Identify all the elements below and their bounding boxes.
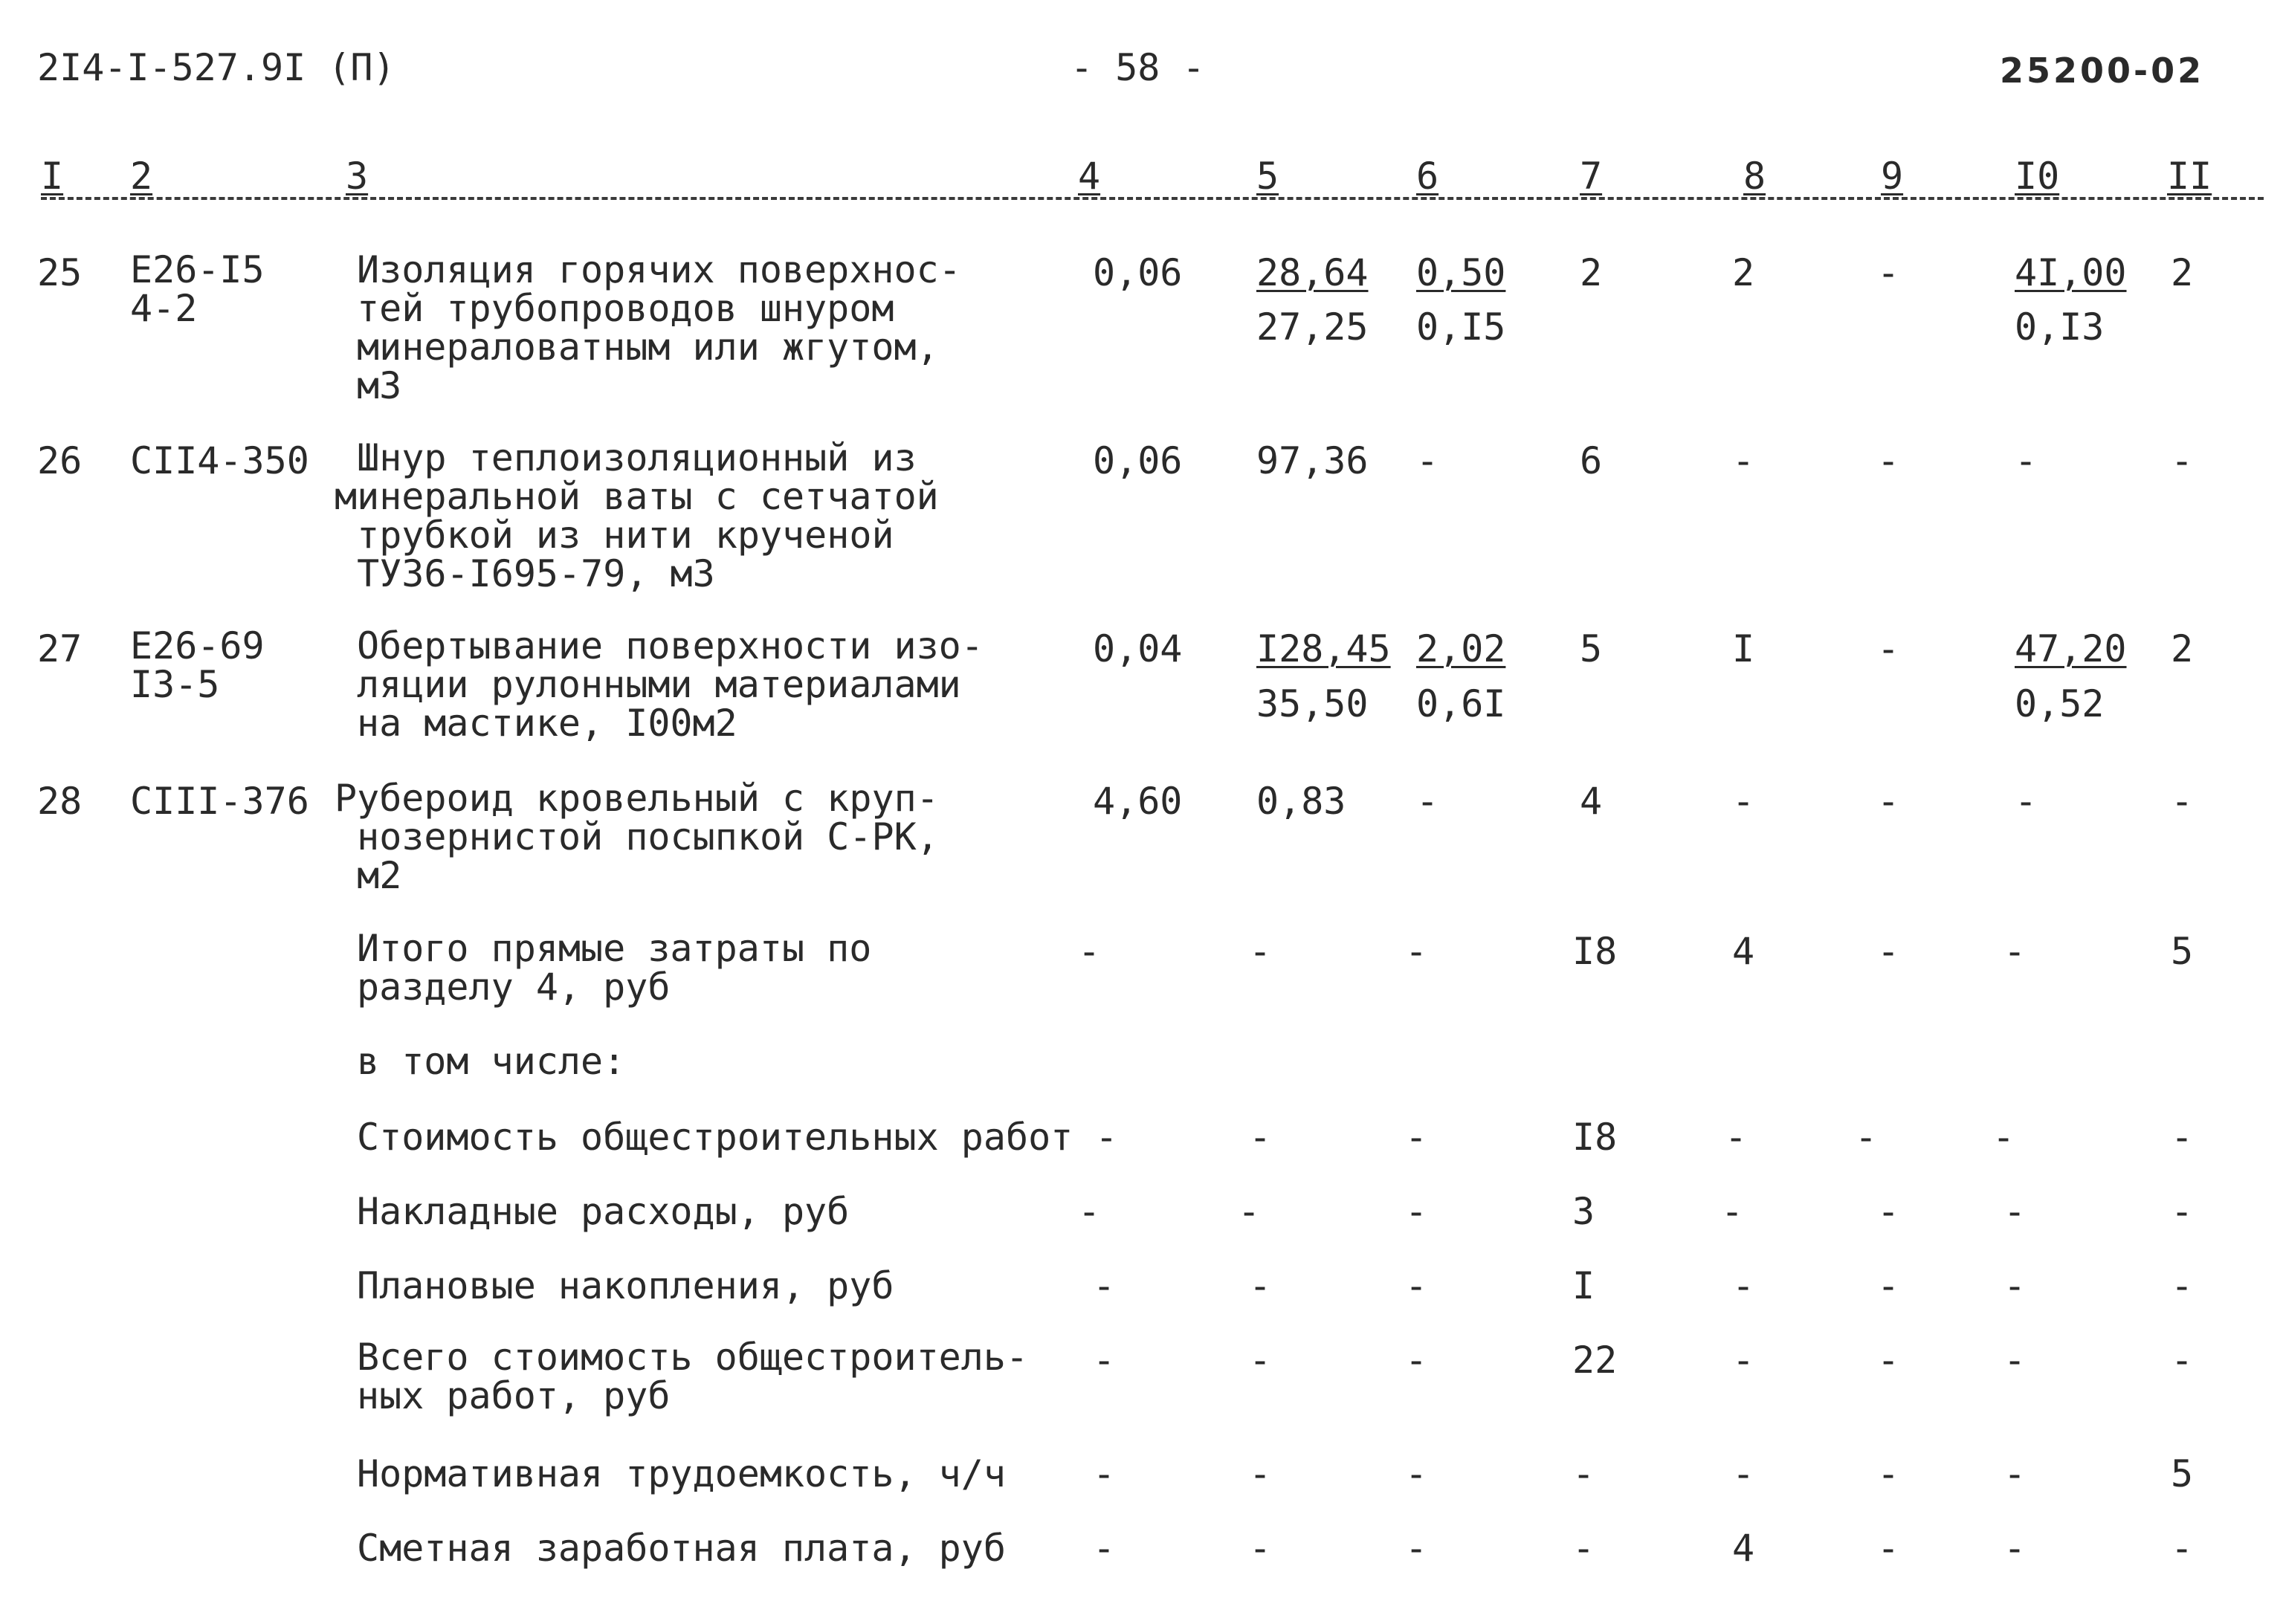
cell-c10: - [2015,439,2038,482]
cell-c7: 22 [1572,1339,1618,1382]
cell-c6-bottom: 0,6I [1416,682,1506,725]
including-label: в том числе: [357,1040,626,1083]
total-label: Нормативная трудоемкость, ч/ч [357,1452,1006,1495]
cell-c4: 0,04 [1093,627,1183,670]
row-number: 25 [37,251,83,294]
cell-c6: - [1405,1452,1428,1495]
total-label: Стоимость общестроительных работ - [357,1116,1118,1159]
cell-c8: 4 [1732,1527,1755,1570]
col-header-11: II [2167,155,2212,198]
cell-c11: 5 [2171,930,2194,973]
cell-c4: - [1093,1527,1116,1570]
cell-c7: 5 [1580,627,1603,670]
cell-c9: - [1877,1264,1900,1307]
col-header-3: 3 [346,155,369,198]
cell-c6-bottom: 0,I5 [1416,305,1506,349]
cell-c4: - [1078,930,1101,973]
cell-c7: 6 [1580,439,1603,482]
cell-c11: - [2171,1527,2194,1570]
cell-c6: - [1405,930,1428,973]
cell-c9: - [1877,930,1900,973]
row-number: 26 [37,439,83,482]
col-header-2: 2 [130,155,153,198]
cell-c10: - [2003,1190,2027,1233]
cell-c10-bottom: 0,52 [2015,682,2105,725]
col-header-9: 9 [1881,155,1904,198]
cell-c6: - [1405,1264,1428,1307]
cell-c6: - [1405,1527,1428,1570]
row-code: Е26-I5 4-2 [130,248,265,330]
cell-c4: - [1093,1339,1116,1382]
cell-c7: - [1572,1527,1595,1570]
cell-c5-bottom: 27,25 [1256,305,1369,349]
row-description: Шнур теплоизоляционный из минеральной ваты с сетчатой трубкой из нити крученой ТУ36-I695-79, м3 [335,436,939,595]
cell-c4: - [1093,1452,1116,1495]
header-dashed-rule [41,197,2264,200]
cell-c11: - [2171,1264,2194,1307]
cell-c7: - [1572,1452,1595,1495]
col-header-8: 8 [1743,155,1766,198]
cell-c7: I8 [1572,1116,1618,1159]
cell-c7: I8 [1572,930,1618,973]
total-label: Плановые накопления, руб [357,1264,894,1307]
cell-c9: - [1877,439,1900,482]
cell-c5-top: 28,64 [1256,251,1369,294]
col-header-7: 7 [1580,155,1603,198]
col-header-1: I [41,155,64,198]
cell-c8: - [1732,1264,1755,1307]
cell-c6: - [1416,439,1439,482]
cell-c6: - [1405,1190,1428,1233]
cell-c6: - [1405,1116,1428,1159]
total-label: Сметная заработная плата, руб [357,1527,1006,1570]
cell-c10: - [2003,1452,2027,1495]
cell-c11: - [2171,1339,2194,1382]
cell-c5: - [1238,1190,1261,1233]
cell-c9: - [1877,1190,1900,1233]
total-label: Накладные расходы, руб [357,1190,850,1233]
doc-code: 25200-02 [2000,51,2205,91]
cell-c11: - [2171,1190,2194,1233]
cell-c9: - [1877,627,1900,670]
row-description: Обертывание поверхности изо- ляции рулонными материалами на мастике, I00м2 [357,624,984,745]
cell-c7: 3 [1572,1190,1595,1233]
cell-c6-top: 0,50 [1416,251,1506,294]
cell-c11: 2 [2171,251,2194,294]
row-number: 28 [37,780,83,823]
cell-c11: 5 [2171,1452,2194,1495]
cell-c8: - [1732,780,1755,823]
cell-c10: - [2003,930,2027,973]
row-description: Изоляция горячих поверхнос- тей трубопроводов шнуром минераловатным или жгутом, м3 [357,248,961,407]
cell-c4: 4,60 [1093,780,1183,823]
row-code: СIII-376 [130,780,309,823]
total-label: Итого прямые затраты по разделу 4, руб [357,927,872,1009]
cell-c8: - [1732,1452,1755,1495]
cell-c5: - [1249,1264,1272,1307]
cell-c10: - [2003,1339,2027,1382]
cell-c6-top: 2,02 [1416,627,1506,670]
cell-c4: 0,06 [1093,439,1183,482]
cell-c9: - [1877,1452,1900,1495]
row-code: Е26-69 I3-5 [130,624,265,706]
cell-c5: - [1249,1116,1272,1159]
doc-id: 2I4-I-527.9I (П) [37,46,395,89]
page-number: - 58 - [1071,46,1205,89]
cell-c7: I [1572,1264,1595,1307]
cell-c6: - [1416,780,1439,823]
cell-c7: 4 [1580,780,1603,823]
cell-c8: - [1725,1116,1748,1159]
cell-c10: - [1992,1116,2015,1159]
cell-c5: 97,36 [1256,439,1369,482]
cell-c9: - [1877,1527,1900,1570]
cell-c5-top: I28,45 [1256,627,1391,670]
cell-c11: 2 [2171,627,2194,670]
row-description: Рубероид кровельный с круп- нозернистой посыпкой С-РК, м2 [335,777,939,897]
cell-c9: - [1877,1339,1900,1382]
cell-c10-top: 47,20 [2015,627,2127,670]
row-number: 27 [37,627,83,670]
cell-c5: - [1249,1527,1272,1570]
cell-c8: I [1732,627,1755,670]
cell-c8: - [1732,439,1755,482]
cell-c11: - [2171,1116,2194,1159]
cell-c10: - [2015,780,2038,823]
cell-c10: - [2003,1264,2027,1307]
cell-c9: - [1855,1116,1878,1159]
cell-c9: - [1877,780,1900,823]
cell-c8: - [1732,1339,1755,1382]
col-header-6: 6 [1416,155,1439,198]
cell-c10-top: 4I,00 [2015,251,2127,294]
cell-c4: - [1093,1264,1116,1307]
cell-c5: - [1249,930,1272,973]
cell-c11: - [2171,780,2194,823]
col-header-5: 5 [1256,155,1279,198]
cell-c10: - [2003,1527,2027,1570]
cell-c4: 0,06 [1093,251,1183,294]
col-header-10: I0 [2015,155,2060,198]
cell-c8: 2 [1732,251,1755,294]
cell-c5: 0,83 [1256,780,1346,823]
cell-c6: - [1405,1339,1428,1382]
cell-c8: 4 [1732,930,1755,973]
cell-c11: - [2171,439,2194,482]
cell-c5-bottom: 35,50 [1256,682,1369,725]
cell-c9: - [1877,251,1900,294]
cell-c5: - [1249,1452,1272,1495]
col-header-4: 4 [1078,155,1101,198]
cell-c4: - [1078,1190,1101,1233]
cell-c7: 2 [1580,251,1603,294]
cell-c5: - [1249,1339,1272,1382]
row-code: СII4-350 [130,439,309,482]
cell-c8: - [1721,1190,1744,1233]
total-label: Всего стоимость общестроитель- ных работ, руб [357,1336,1029,1417]
cell-c10-bottom: 0,I3 [2015,305,2105,349]
